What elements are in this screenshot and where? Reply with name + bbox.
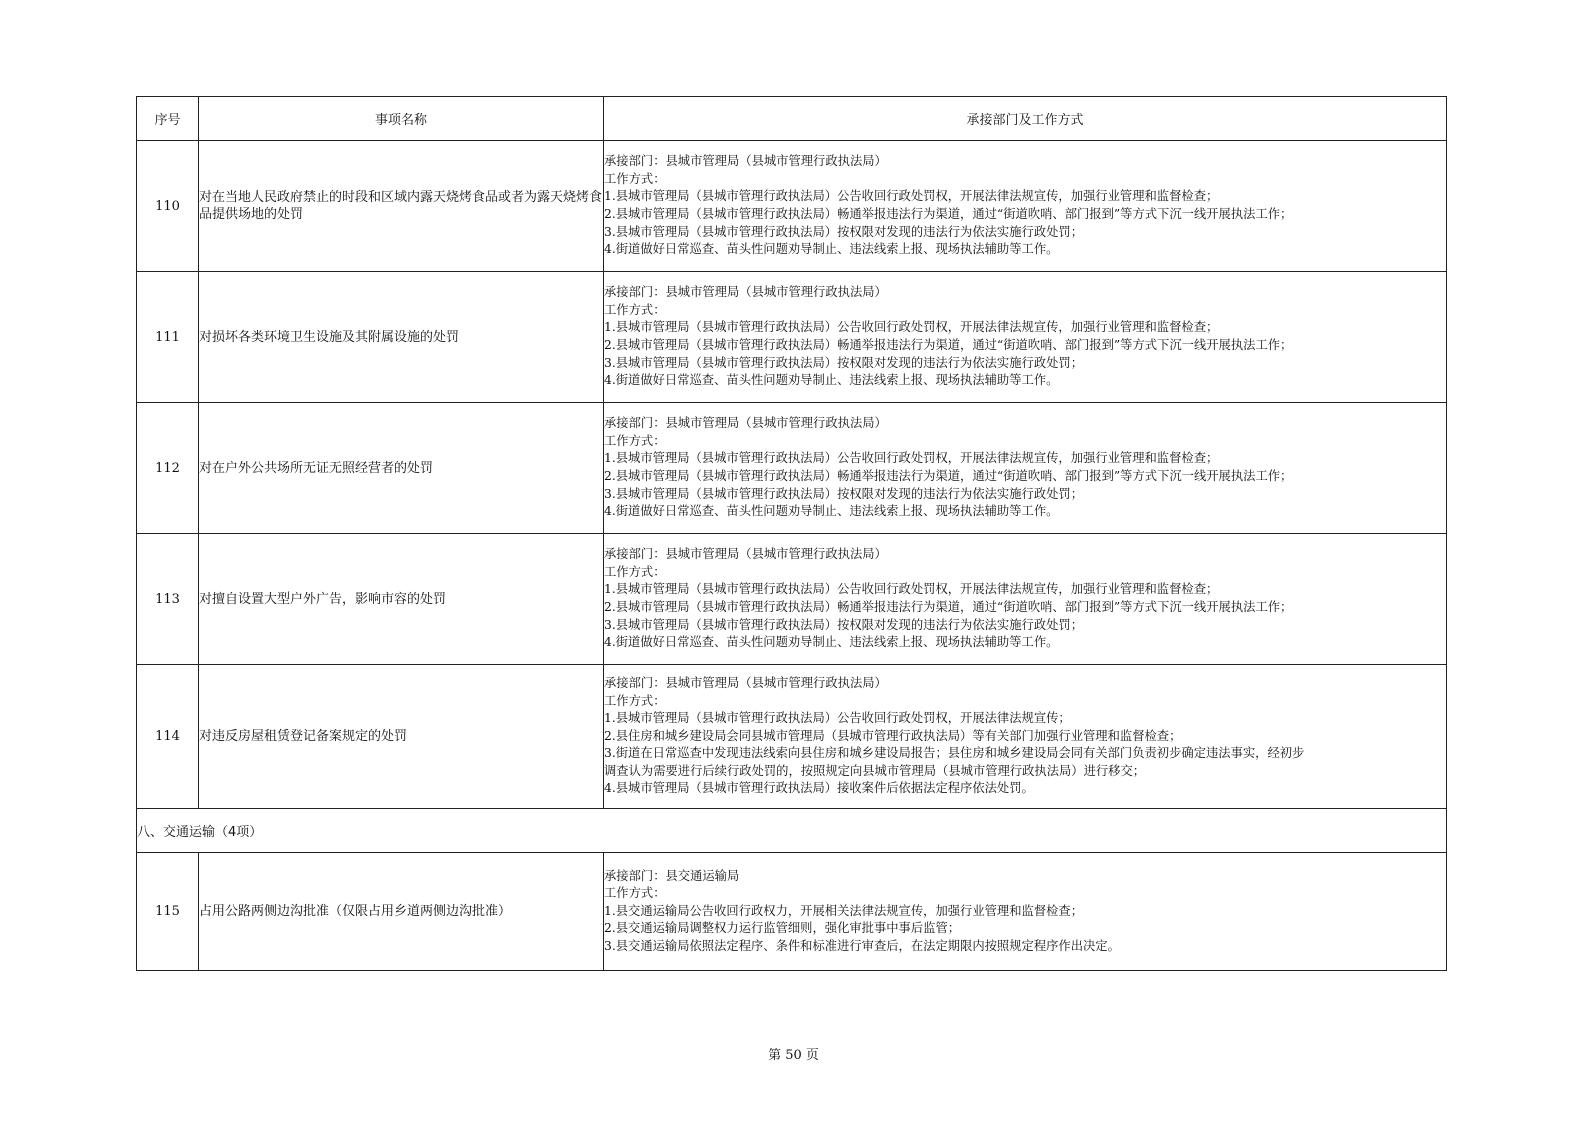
detail-line: 2.县城市管理局（县城市管理行政执法局）畅通举报违法行为渠道，通过“街道吹哨、部门报到”等方式下沉一线开展执法工作； (604, 207, 1293, 221)
detail-line: 2.县住房和城乡建设局会同县城市管理局（县城市管理行政执法局）等有关部门加强行业管理和监督检查； (604, 728, 1182, 743)
detail-line: 调查认为需要进行后续行政处罚的，按照规定向县城市管理局（县城市管理行政执法局）进行移交； (604, 763, 1146, 778)
detail-line: 1.县交通运输局公告收回行政权力，开展相关法律法规宣传，加强行业管理和监督检查； (604, 903, 1084, 918)
row-number: 111 (137, 272, 199, 403)
row-item-name: 占用公路两侧边沟批准（仅限占用乡道两侧边沟批准） (199, 853, 604, 971)
header-department-method: 承接部门及工作方式 (604, 97, 1447, 141)
row-detail (604, 853, 1447, 971)
detail-line: 承接部门：县城市管理局（县城市管理行政执法局） (604, 416, 887, 431)
table-row (137, 534, 1447, 665)
detail-line: 承接部门：县城市管理局（县城市管理行政执法局） (604, 547, 887, 562)
detail-line: 工作方式： (604, 171, 666, 186)
row-item-name: 对违反房屋租赁登记备案规定的处罚 (199, 665, 604, 809)
detail-line: 3.县交通运输局依照法定程序、条件和标准进行审查后，在法定期限内按照规定程序作出决定。 (604, 938, 1120, 953)
page-number: 第 50 页 (768, 1048, 819, 1063)
detail-line: 3.县城市管理局（县城市管理行政执法局）按权限对发现的违法行为依法实施行政处罚； (604, 224, 1084, 239)
row-number: 114 (137, 665, 199, 809)
detail-line: 承接部门：县城市管理局（县城市管理行政执法局） (604, 675, 887, 690)
detail-line: 2.县交通运输局调整权力运行监管细则，强化审批事中事后监管； (604, 921, 961, 936)
detail-line: 3.县城市管理局（县城市管理行政执法局）按权限对发现的违法行为依法实施行政处罚； (604, 355, 1084, 370)
row-number: 113 (137, 534, 199, 665)
detail-line: 承接部门：县城市管理局（县城市管理行政执法局） (604, 154, 887, 169)
detail-line: 3.县城市管理局（县城市管理行政执法局）按权限对发现的违法行为依法实施行政处罚； (604, 617, 1084, 632)
table-row (137, 853, 1447, 971)
section-title: 八、交通运输（4项） (137, 809, 1447, 853)
detail-line: 2.县城市管理局（县城市管理行政执法局）畅通举报违法行为渠道，通过“街道吹哨、部门报到”等方式下沉一线开展执法工作； (604, 469, 1293, 483)
detail-line: 2.县城市管理局（县城市管理行政执法局）畅通举报违法行为渠道，通过“街道吹哨、部门报到”等方式下沉一线开展执法工作； (604, 338, 1293, 352)
row-item-name: 对擅自设置大型户外广告，影响市容的处罚 (199, 534, 604, 665)
detail-line: 4.街道做好日常巡查、苗头性问题劝导制止、违法线索上报、现场执法辅助等工作。 (604, 504, 1059, 519)
row-detail (604, 665, 1447, 809)
row-number: 110 (137, 141, 199, 272)
table-row (137, 403, 1447, 534)
detail-line: 承接部门：县城市管理局（县城市管理行政执法局） (604, 285, 887, 300)
detail-line: 1.县城市管理局（县城市管理行政执法局）公告收回行政处罚权，开展法律法规宣传，加强行业管理和监督检查； (604, 451, 1219, 466)
detail-line: 工作方式： (604, 564, 666, 579)
row-detail (604, 272, 1447, 403)
row-detail (604, 534, 1447, 665)
detail-line: 工作方式： (604, 886, 666, 901)
row-number: 115 (137, 853, 199, 971)
detail-line: 3.县城市管理局（县城市管理行政执法局）按权限对发现的违法行为依法实施行政处罚； (604, 486, 1084, 501)
row-item-name: 对在当地人民政府禁止的时段和区域内露天烧烤食品或者为露天烧烤食品提供场地的处罚 (199, 141, 604, 272)
detail-line: 工作方式： (604, 433, 666, 448)
row-number: 112 (137, 403, 199, 534)
detail-line: 4.街道做好日常巡查、苗头性问题劝导制止、违法线索上报、现场执法辅助等工作。 (604, 373, 1059, 388)
row-detail (604, 141, 1447, 272)
header-item-name: 事项名称 (199, 97, 604, 141)
detail-line: 承接部门：县交通运输局 (604, 868, 740, 883)
row-item-name: 对在户外公共场所无证无照经营者的处罚 (199, 403, 604, 534)
table-row (137, 141, 1447, 272)
detail-line: 1.县城市管理局（县城市管理行政执法局）公告收回行政处罚权，开展法律法规宣传，加强行业管理和监督检查； (604, 582, 1219, 597)
detail-line: 工作方式： (604, 302, 666, 317)
row-detail (604, 403, 1447, 534)
detail-line: 4.街道做好日常巡查、苗头性问题劝导制止、违法线索上报、现场执法辅助等工作。 (604, 635, 1059, 650)
detail-line: 4.街道做好日常巡查、苗头性问题劝导制止、违法线索上报、现场执法辅助等工作。 (604, 242, 1059, 257)
detail-line: 2.县城市管理局（县城市管理行政执法局）畅通举报违法行为渠道，通过“街道吹哨、部门报到”等方式下沉一线开展执法工作； (604, 600, 1293, 614)
detail-line: 1.县城市管理局（县城市管理行政执法局）公告收回行政处罚权，开展法律法规宣传； (604, 711, 1071, 726)
table-row (137, 272, 1447, 403)
table-header-row (137, 97, 1447, 141)
table-row (137, 665, 1447, 809)
detail-line: 1.县城市管理局（县城市管理行政执法局）公告收回行政处罚权，开展法律法规宣传，加强行业管理和监督检查； (604, 189, 1219, 204)
row-item-name: 对损坏各类环境卫生设施及其附属设施的处罚 (199, 272, 604, 403)
detail-line: 3.街道在日常巡查中发现违法线索向县住房和城乡建设局报告；县住房和城乡建设局会同有关部门负责初步确定违法事实，经初步 (604, 746, 1305, 761)
detail-line: 工作方式： (604, 693, 666, 708)
header-serial-number: 序号 (137, 97, 199, 141)
section-row (137, 809, 1447, 853)
detail-line: 4.县城市管理局（县城市管理行政执法局）接收案件后依据法定程序依法处罚。 (604, 781, 1034, 796)
item-table (136, 96, 1447, 971)
detail-line: 1.县城市管理局（县城市管理行政执法局）公告收回行政处罚权，开展法律法规宣传，加强行业管理和监督检查； (604, 320, 1219, 335)
